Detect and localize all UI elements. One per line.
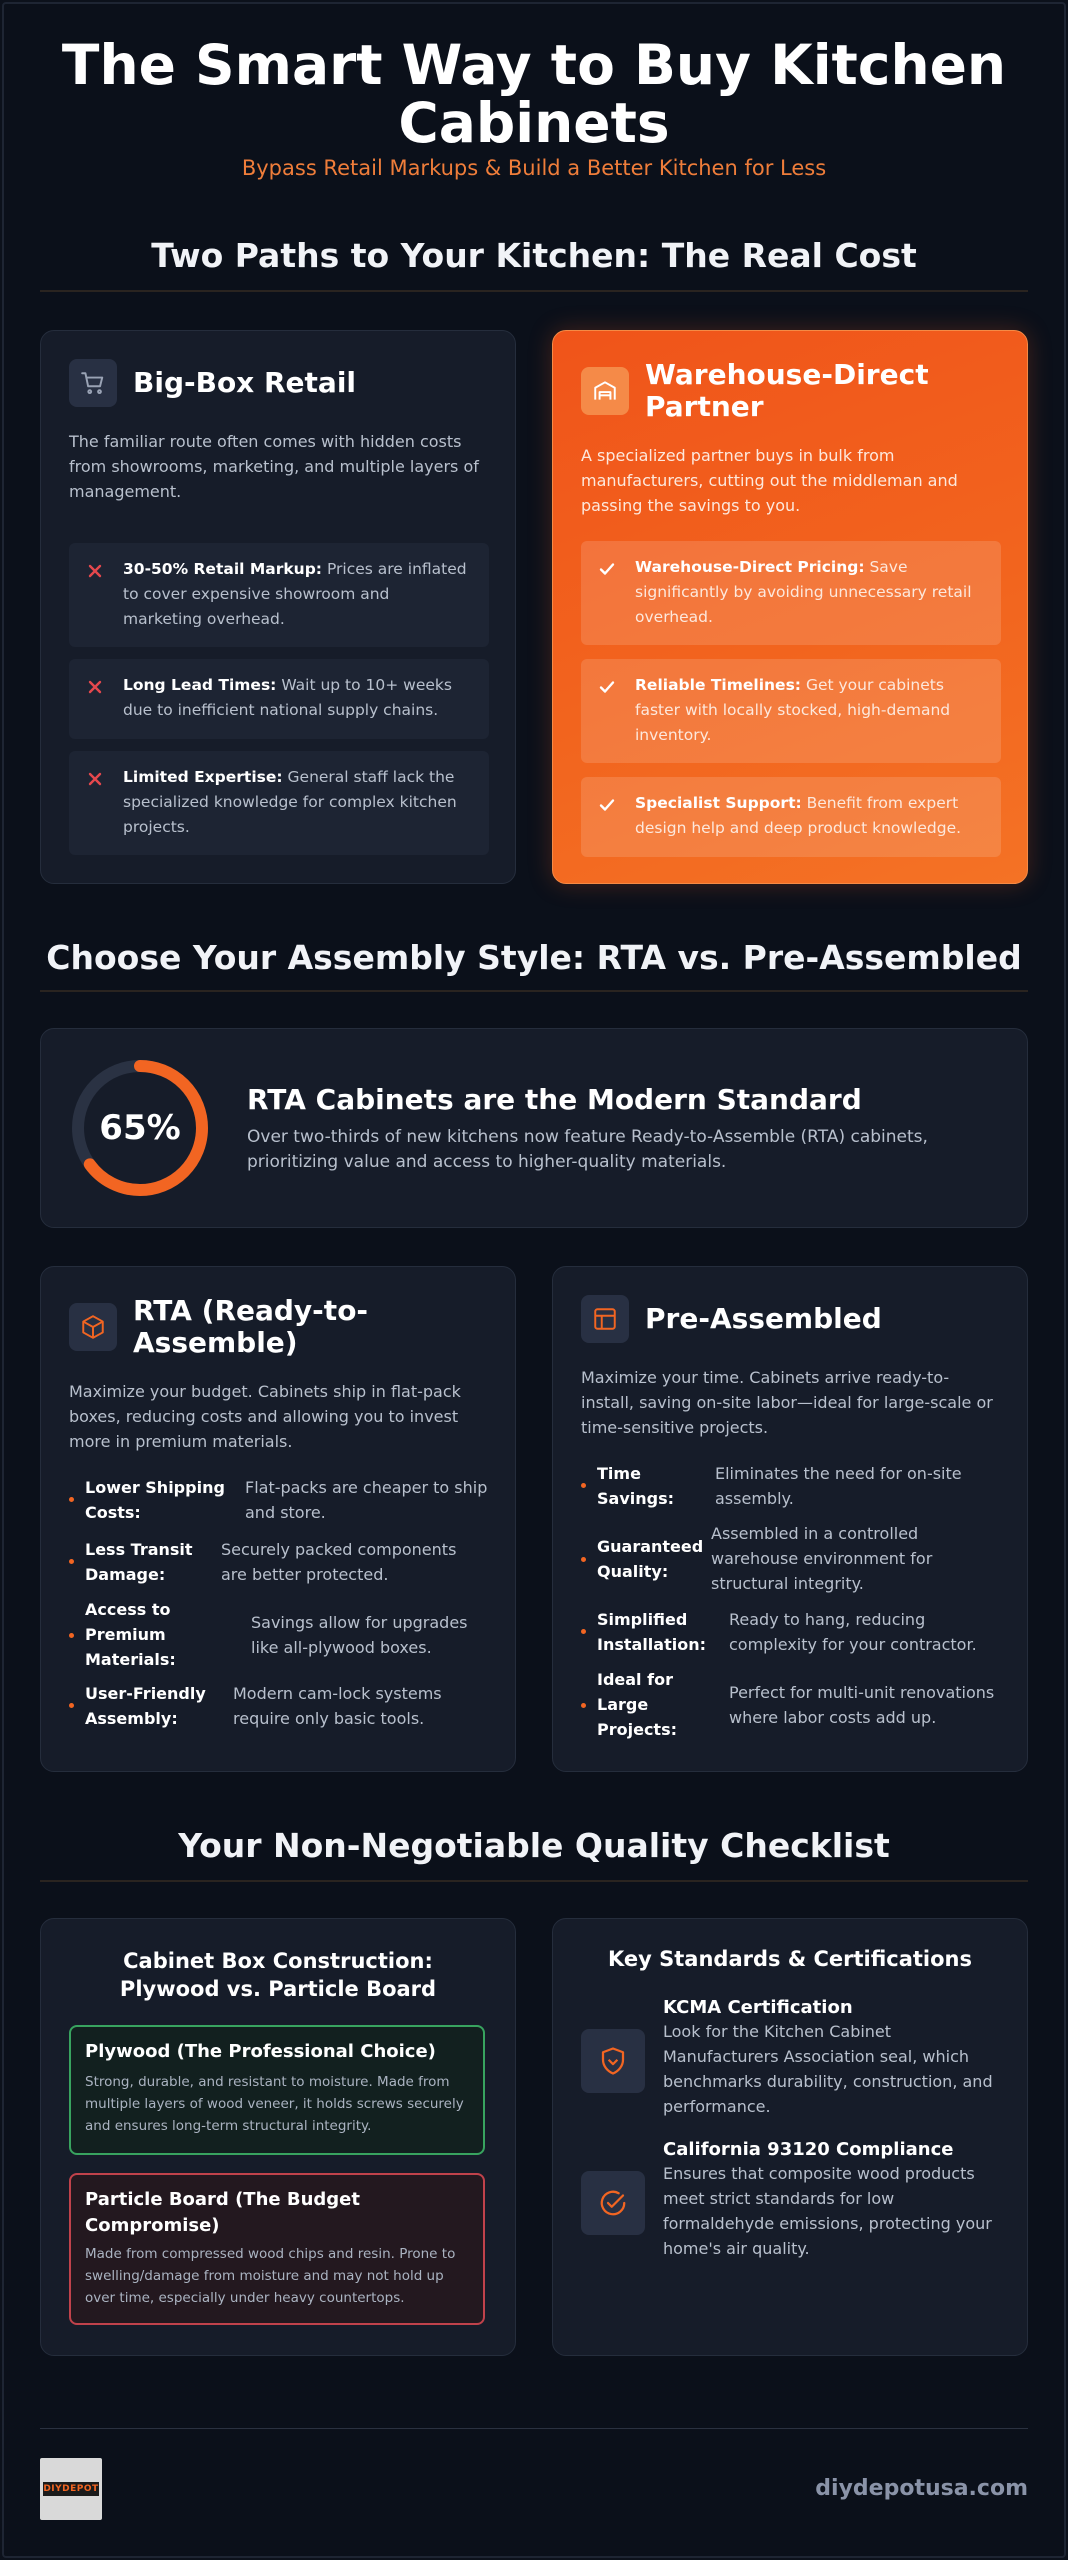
item-text: Get your cabinets faster with locally stocked, high-demand inventory. bbox=[635, 676, 951, 744]
hero-subtitle: Bypass Retail Markups & Build a Better Kitchen for Less bbox=[241, 156, 827, 180]
particle-board-text: Made from compressed wood chips and resin. Prone to swelling/damage from moisture and may not hold up over time, especially under heavy countertops. bbox=[85, 2246, 456, 2306]
feature-text: Assembled in a controlled warehouse environment for structural integrity. bbox=[711, 1524, 933, 1593]
particle-board-title: Particle Board (The Budget Compromise) bbox=[85, 2189, 360, 2236]
cert-text: Look for the Kitchen Cabinet Manufacturers Association seal, which benchmarks durability, construction, and performance. bbox=[663, 2022, 993, 2116]
retail-title: Big-Box Retail bbox=[133, 366, 357, 399]
item-label: Warehouse-Direct Pricing: bbox=[635, 558, 865, 576]
warehouse-description: A specialized partner buys in bulk from manufacturers, cutting out the middleman and passing the savings to you. bbox=[581, 446, 958, 515]
bullet-dot bbox=[69, 1633, 74, 1638]
check-icon bbox=[597, 795, 617, 815]
section-divider bbox=[40, 290, 1028, 292]
rta-feature bbox=[69, 1537, 489, 1587]
retail-item bbox=[69, 659, 489, 739]
feature-label: Less Transit Damage: bbox=[85, 1540, 193, 1584]
bullet-dot bbox=[69, 1703, 74, 1708]
rta-feature bbox=[69, 1597, 489, 1673]
pre-feature bbox=[581, 1461, 1001, 1511]
feature-text: Modern cam-lock systems require only basic tools. bbox=[233, 1684, 442, 1728]
warehouse-card bbox=[552, 330, 1028, 884]
x-icon bbox=[85, 561, 105, 581]
item-text: Save significantly by avoiding unnecessary retail overhead. bbox=[635, 558, 972, 626]
feature-text: Flat-packs are cheaper to ship and store. bbox=[245, 1478, 488, 1522]
feature-text: Eliminates the need for on-site assembly. bbox=[715, 1464, 962, 1508]
shopping-cart-icon bbox=[69, 359, 117, 407]
hero-title: The Smart Way to Buy Kitchen Cabinets bbox=[61, 33, 1007, 155]
footer-divider bbox=[40, 2428, 1028, 2429]
warehouse-item bbox=[581, 659, 1001, 763]
item-text: Benefit from expert design help and deep product knowledge. bbox=[635, 794, 962, 837]
rta-description: Maximize your budget. Cabinets ship in flat-pack boxes, reducing costs and allowing you to invest more in premium materials. bbox=[69, 1382, 461, 1451]
section-divider bbox=[40, 990, 1028, 992]
x-icon bbox=[85, 769, 105, 789]
retail-item bbox=[69, 543, 489, 647]
particle-board-panel bbox=[69, 2173, 485, 2325]
feature-label: Lower Shipping Costs: bbox=[85, 1478, 225, 1522]
cert-title: KCMA Certification bbox=[663, 1997, 853, 2018]
standards-card bbox=[552, 1918, 1028, 2356]
warehouse-icon bbox=[581, 367, 629, 415]
bullet-dot bbox=[581, 1557, 586, 1562]
check-circle-icon bbox=[581, 2171, 645, 2235]
section-title-quality: Your Non-Negotiable Quality Checklist bbox=[178, 1826, 890, 1865]
item-text: General staff lack the specialized knowledge for complex kitchen projects. bbox=[123, 768, 457, 836]
warehouse-item bbox=[581, 777, 1001, 857]
rta-feature bbox=[69, 1681, 489, 1731]
feature-label: Simplified Installation: bbox=[597, 1610, 706, 1654]
bullet-dot bbox=[581, 1703, 586, 1708]
item-label: 30-50% Retail Markup: bbox=[123, 560, 323, 578]
check-icon bbox=[597, 677, 617, 697]
standards-title: Key Standards & Certifications bbox=[607, 1947, 972, 1971]
feature-label: Ideal for Large Projects: bbox=[597, 1670, 677, 1739]
retail-description: The familiar route often comes with hidden costs from showrooms, marketing, and multiple layers of management. bbox=[69, 432, 479, 501]
stat-title: RTA Cabinets are the Modern Standard bbox=[247, 1083, 862, 1116]
shield-icon bbox=[581, 2029, 645, 2093]
rta-card bbox=[40, 1266, 516, 1772]
section-divider bbox=[40, 1880, 1028, 1882]
item-label: Reliable Timelines: bbox=[635, 676, 801, 694]
bullet-dot bbox=[69, 1559, 74, 1564]
item-label: Specialist Support: bbox=[635, 794, 802, 812]
x-icon bbox=[85, 677, 105, 697]
item-text: Wait up to 10+ weeks due to inefficient national supply chains. bbox=[123, 676, 452, 719]
pre-assembled-card bbox=[552, 1266, 1028, 1772]
rta-title: RTA (Ready-to-Assemble) bbox=[133, 1294, 369, 1359]
item-label: Long Lead Times: bbox=[123, 676, 277, 694]
bullet-dot bbox=[581, 1629, 586, 1634]
cert-title: California 93120 Compliance bbox=[663, 2139, 954, 2160]
feature-label: User-Friendly Assembly: bbox=[85, 1684, 206, 1728]
box-construction-title: Cabinet Box Construction: Plywood vs. Particle Board bbox=[119, 1949, 437, 2001]
warehouse-item bbox=[581, 541, 1001, 645]
check-icon bbox=[597, 559, 617, 579]
retail-item bbox=[69, 751, 489, 855]
feature-label: Guaranteed Quality: bbox=[597, 1537, 704, 1581]
pre-feature bbox=[581, 1607, 1001, 1657]
section-title-assembly: Choose Your Assembly Style: RTA vs. Pre-Assembled bbox=[46, 938, 1022, 977]
pre-assembled-description: Maximize your time. Cabinets arrive ready-to-install, saving on-site labor—ideal for large-scale or time-sensitive projects. bbox=[581, 1368, 993, 1437]
plywood-panel bbox=[69, 2025, 485, 2155]
logo-wordmark: DIYDEPOT bbox=[43, 2484, 99, 2494]
warehouse-title: Warehouse-Direct Partner bbox=[645, 358, 929, 423]
retail-card bbox=[40, 330, 516, 884]
layout-icon bbox=[581, 1295, 629, 1343]
plywood-text: Strong, durable, and resistant to moisture. Made from multiple layers of wood veneer, it holds screws securely and ensures long-term structural integrity. bbox=[85, 2074, 464, 2134]
item-label: Limited Expertise: bbox=[123, 768, 283, 786]
rta-stat-card bbox=[40, 1028, 1028, 1228]
cert-text: Ensures that composite wood products meet strict standards for low formaldehyde emissions, protecting your home's air quality. bbox=[663, 2164, 992, 2258]
pre-assembled-title: Pre-Assembled bbox=[645, 1302, 882, 1335]
bullet-dot bbox=[581, 1483, 586, 1488]
bullet-dot bbox=[69, 1497, 74, 1502]
feature-text: Ready to hang, reducing complexity for your contractor. bbox=[729, 1610, 977, 1654]
section-title-paths: Two Paths to Your Kitchen: The Real Cost bbox=[151, 236, 917, 275]
box-construction-card bbox=[40, 1918, 516, 2356]
feature-text: Perfect for multi-unit renovations where labor costs add up. bbox=[729, 1683, 995, 1727]
website-link[interactable]: diydepotusa.com bbox=[815, 2476, 1028, 2501]
box-icon bbox=[69, 1303, 117, 1351]
plywood-title: Plywood (The Professional Choice) bbox=[85, 2041, 436, 2062]
item-text: Prices are inflated to cover expensive showroom and marketing overhead. bbox=[123, 560, 467, 628]
pre-feature bbox=[581, 1667, 1001, 1743]
feature-label: Time Savings: bbox=[597, 1464, 674, 1508]
brand-logo[interactable] bbox=[40, 2458, 102, 2520]
stat-description: Over two-thirds of new kitchens now feature Ready-to-Assemble (RTA) cabinets, prioritizing value and access to higher-quality materials. bbox=[247, 1127, 928, 1172]
pre-feature bbox=[581, 1521, 1001, 1597]
rta-feature bbox=[69, 1475, 489, 1525]
feature-text: Securely packed components are better protected. bbox=[221, 1540, 457, 1584]
feature-text: Savings allow for upgrades like all-plywood boxes. bbox=[251, 1613, 468, 1657]
stat-value: 65% bbox=[99, 1108, 181, 1148]
feature-label: Access to Premium Materials: bbox=[85, 1600, 176, 1669]
